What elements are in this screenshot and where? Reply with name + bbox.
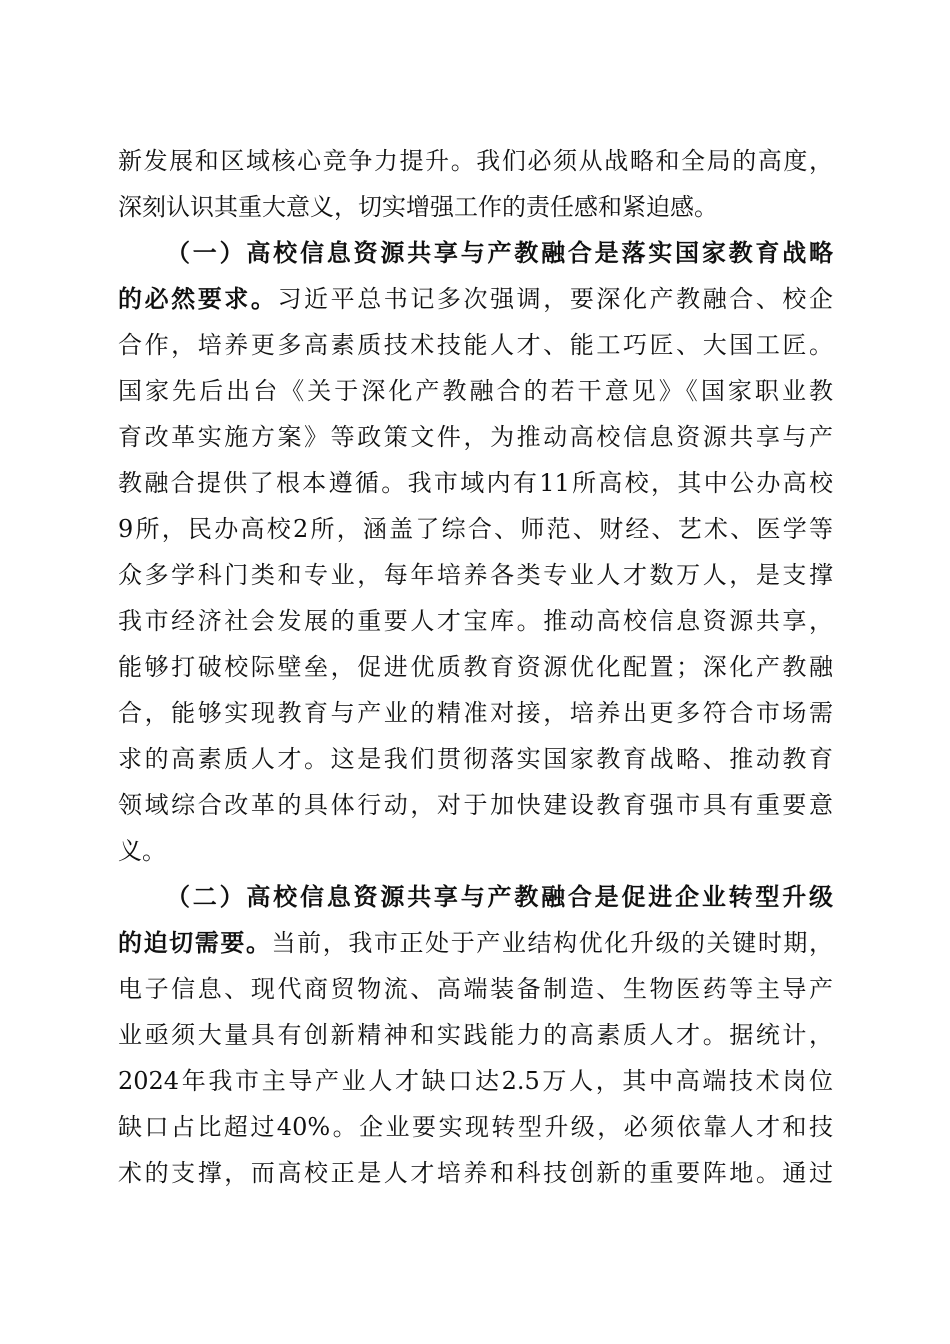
heading-text: 的必然要求。 xyxy=(118,284,278,313)
text-line xyxy=(118,647,833,687)
heading-text: （二）高校信息资源共享与产教融合是促进企业转型升级 xyxy=(166,882,833,911)
text-line xyxy=(118,785,833,825)
line-text: 深刻认识其重大意义，切实增强工作的责任感和紧迫感。 xyxy=(118,193,718,221)
text-line xyxy=(118,1015,833,1055)
line-text: 义。 xyxy=(118,837,166,865)
text-line xyxy=(118,279,833,319)
text-line xyxy=(118,325,833,365)
line-text: 新发展和区域核心竞争力提升。我们必须从战略和全局的高度， xyxy=(118,147,833,175)
heading-text: （一）高校信息资源共享与产教融合是落实国家教育战略 xyxy=(166,238,833,267)
line-text: 合作，培养更多高素质技术技能人才、能工巧匠、大国工匠。 xyxy=(118,331,833,359)
text-line xyxy=(118,141,833,181)
section-heading-1 xyxy=(166,233,833,273)
line-text: 术的支撑，而高校正是人才培养和科技创新的重要阵地。通过 xyxy=(118,1159,833,1187)
line-text: 求的高素质人才。这是我们贯彻落实国家教育战略、推动教育 xyxy=(118,745,833,773)
text-line xyxy=(118,417,833,457)
line-text: 习近平总书记多次强调，要深化产教融合、校企 xyxy=(277,285,834,313)
text-line xyxy=(118,831,833,871)
line-text: 领域综合改革的具体行动，对于加快建设教育强市具有重要意 xyxy=(118,791,833,819)
text-line xyxy=(118,1107,833,1147)
text-line xyxy=(118,371,833,411)
text-line xyxy=(118,1061,833,1101)
line-text: 能够打破校际壁垒，促进优质教育资源优化配置；深化产教融 xyxy=(118,653,833,681)
heading-text: 的迫切需要。 xyxy=(118,928,272,957)
text-line xyxy=(118,463,833,503)
line-text: 我市经济社会发展的重要人才宝库。推动高校信息资源共享， xyxy=(118,607,833,635)
line-text: 电子信息、现代商贸物流、高端装备制造、生物医药等主导产 xyxy=(118,975,833,1003)
section-heading-2 xyxy=(166,877,833,917)
line-text: 育改革实施方案》等政策文件，为推动高校信息资源共享与产 xyxy=(118,423,833,451)
line-text: 9所，民办高校2所，涵盖了综合、师范、财经、艺术、医学等 xyxy=(118,515,833,543)
text-line xyxy=(118,693,833,733)
line-text: 缺口占比超过40%。企业要实现转型升级，必须依靠人才和技 xyxy=(118,1113,833,1141)
line-text: 当前，我市正处于产业结构优化升级的关键时期， xyxy=(271,929,834,957)
line-text: 教融合提供了根本遵循。我市域内有11所高校，其中公办高校 xyxy=(118,469,833,497)
line-text: 2024年我市主导产业人才缺口达2.5万人，其中高端技术岗位 xyxy=(118,1067,833,1095)
line-text: 众多学科门类和专业，每年培养各类专业人才数万人，是支撑 xyxy=(118,561,833,589)
text-line xyxy=(118,509,833,549)
text-line xyxy=(118,1153,833,1193)
text-line xyxy=(118,739,833,779)
text-line xyxy=(118,601,833,641)
line-text: 国家先后出台《关于深化产教融合的若干意见》《国家职业教 xyxy=(118,377,833,405)
text-line xyxy=(118,969,833,1009)
text-line xyxy=(118,555,833,595)
line-text: 合，能够实现教育与产业的精准对接，培养出更多符合市场需 xyxy=(118,699,833,727)
text-line xyxy=(118,923,833,963)
line-text: 业亟须大量具有创新精神和实践能力的高素质人才。据统计， xyxy=(118,1021,833,1049)
text-line xyxy=(118,187,833,227)
